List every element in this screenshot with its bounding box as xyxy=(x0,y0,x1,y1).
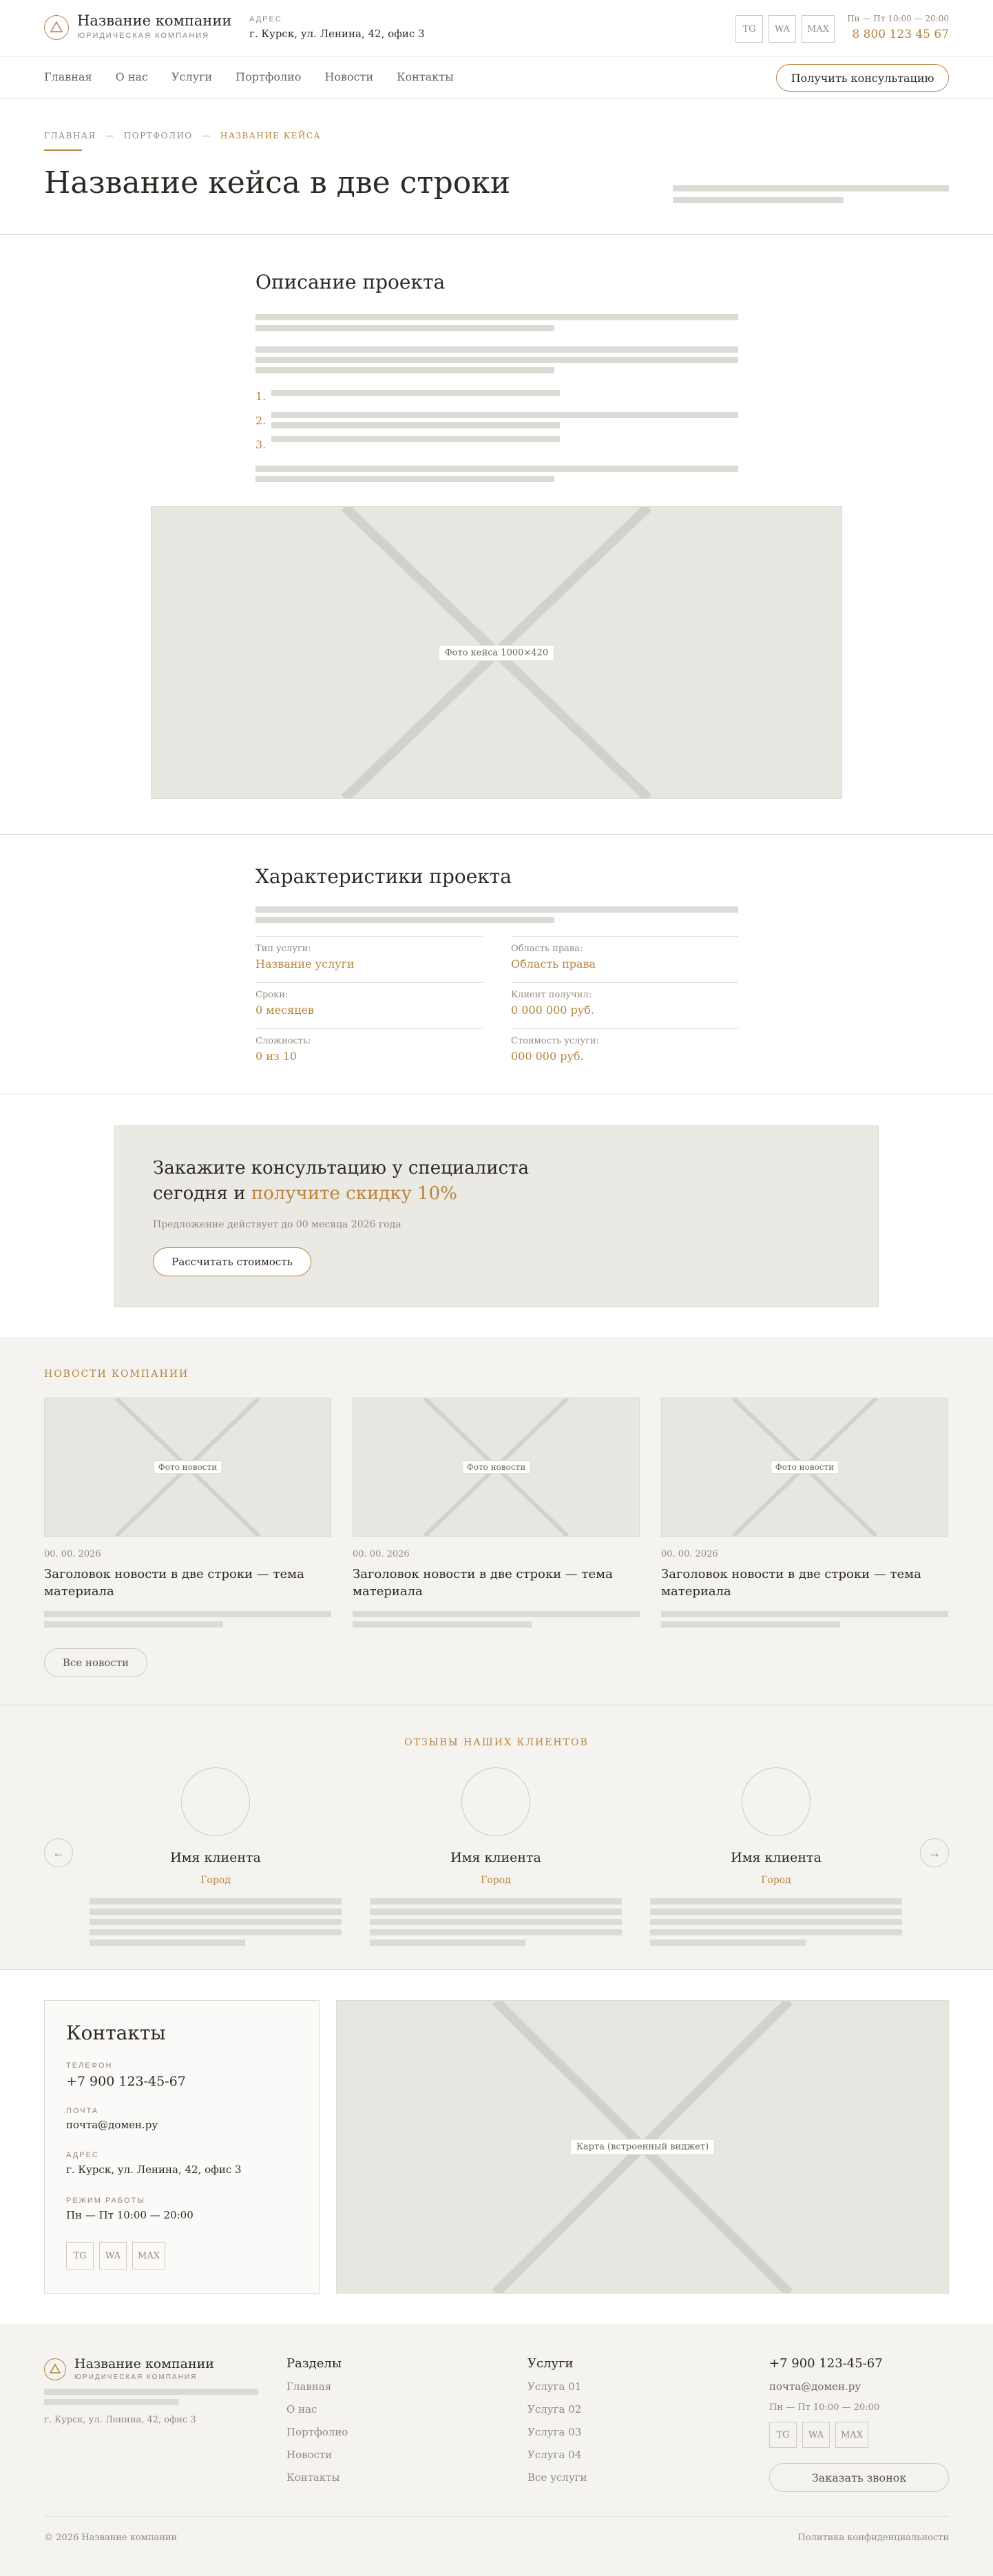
contacts-section xyxy=(0,1970,993,2325)
list-line xyxy=(271,436,560,442)
review-text-line xyxy=(650,1940,806,1946)
news-card[interactable] xyxy=(661,1398,948,1632)
promo-title-line1: Закажите консультацию у специалиста xyxy=(153,1158,530,1178)
footer-phone[interactable]: +7 900 123-45-67 xyxy=(769,2356,883,2371)
calculate-cost-button[interactable]: Рассчитать стоимость xyxy=(153,1247,311,1276)
case-photo-label: Фото кейса 1000×420 xyxy=(439,645,554,661)
news-card[interactable] xyxy=(44,1398,331,1632)
review-text-line xyxy=(90,1898,342,1904)
footer-text-line xyxy=(44,2389,258,2395)
spec-item xyxy=(511,936,738,982)
client-avatar xyxy=(181,1767,250,1836)
spec-label: Клиент получил: xyxy=(511,990,592,1000)
news-date: 00. 00. 2026 xyxy=(661,1549,718,1559)
telegram-button[interactable]: TG xyxy=(769,2422,797,2448)
news-photo xyxy=(44,1398,331,1537)
review-text-line xyxy=(370,1909,622,1915)
news-date: 00. 00. 2026 xyxy=(353,1549,410,1559)
hero-text-line xyxy=(673,197,844,203)
spec-label: Стоимость услуги: xyxy=(511,1036,599,1046)
list-number: 2. xyxy=(255,414,266,427)
all-news-button[interactable]: Все новости xyxy=(44,1648,147,1677)
page-hero xyxy=(0,99,993,235)
spec-value: 0 000 000 руб. xyxy=(511,1004,594,1017)
footer-hours: Пн — Пт 10:00 — 20:00 xyxy=(769,2402,880,2413)
specs-title: Характеристики проекта xyxy=(255,865,512,888)
breadcrumb-current: НАЗВАНИЕ КЕЙСА xyxy=(220,131,322,141)
spec-value: 0 из 10 xyxy=(255,1050,297,1063)
news-photo-label: Фото новости xyxy=(462,1460,530,1474)
spec-label: Сроки: xyxy=(255,990,289,1000)
text-line xyxy=(255,357,738,363)
news-section xyxy=(0,1337,993,1705)
text-line xyxy=(255,325,554,331)
footer-link[interactable]: Все услуги xyxy=(527,2471,587,2484)
footer-mail[interactable]: почта@домен.ру xyxy=(769,2380,861,2393)
reviews-prev-button[interactable] xyxy=(44,1838,73,1867)
contacts-address: г. Курск, ул. Ленина, 42, офис 3 xyxy=(66,2163,242,2176)
text-line xyxy=(255,466,738,472)
contacts-card xyxy=(44,2000,320,2294)
company-name[interactable]: Название компании xyxy=(77,12,232,29)
spec-value: 0 месяцев xyxy=(255,1004,314,1017)
footer-divider xyxy=(44,2516,949,2517)
header-phone[interactable]: 8 800 123 45 67 xyxy=(852,28,949,41)
news-date: 00. 00. 2026 xyxy=(44,1549,101,1559)
nav-item-portfolio[interactable]: Портфолио xyxy=(236,70,302,83)
footer-company-subtitle: ЮРИДИЧЕСКАЯ КОМПАНИЯ xyxy=(74,2374,198,2381)
list-number: 3. xyxy=(255,438,266,451)
spec-label: Сложность: xyxy=(255,1036,311,1046)
review-text-line xyxy=(90,1940,245,1946)
text-line xyxy=(255,917,554,923)
review-text-line xyxy=(650,1929,902,1935)
footer-link[interactable]: О нас xyxy=(286,2403,317,2416)
news-title[interactable]: Заголовок новости в две строки — тема материала xyxy=(353,1567,613,1599)
news-excerpt-line xyxy=(661,1621,840,1628)
contacts-hours: Пн — Пт 10:00 — 20:00 xyxy=(66,2209,194,2221)
whatsapp-button[interactable]: WA xyxy=(769,15,796,43)
spec-item xyxy=(255,982,483,1028)
news-photo xyxy=(661,1398,948,1537)
whatsapp-button[interactable]: WA xyxy=(802,2422,830,2448)
privacy-link[interactable]: Политика конфиденциальности xyxy=(797,2533,949,2543)
reviews-next-button[interactable] xyxy=(920,1838,949,1867)
description-section xyxy=(0,235,993,835)
review-text-line xyxy=(90,1919,342,1925)
news-title[interactable]: Заголовок новости в две строки — тема материала xyxy=(44,1567,304,1599)
text-line xyxy=(255,314,738,320)
text-line xyxy=(255,906,738,913)
telegram-button[interactable]: TG xyxy=(66,2242,94,2269)
phone-label: ТЕЛЕФОН xyxy=(66,2061,113,2070)
site-footer xyxy=(0,2325,993,2576)
list-line xyxy=(271,390,560,396)
news-excerpt-line xyxy=(353,1611,640,1617)
review-text-line xyxy=(650,1909,902,1915)
spec-value: 000 000 руб. xyxy=(511,1050,584,1063)
copyright: © 2026 Название компании xyxy=(44,2533,178,2543)
footer-link[interactable]: Портфолио xyxy=(286,2426,348,2438)
review-text-line xyxy=(370,1919,622,1925)
news-photo xyxy=(353,1398,640,1537)
nav-item-news[interactable]: Новости xyxy=(324,70,374,83)
news-photo-label: Фото новости xyxy=(771,1460,839,1474)
breadcrumb-underline xyxy=(44,149,82,151)
news-section-label: НОВОСТИ КОМПАНИИ xyxy=(44,1369,189,1380)
review-text-line xyxy=(370,1929,622,1935)
footer-address: г. Курск, ул. Ленина, 42, офис 3 xyxy=(44,2415,196,2425)
footer-sections-title: Разделы xyxy=(286,2356,342,2371)
footer-link[interactable]: Услуга 02 xyxy=(527,2403,582,2416)
review-text-line xyxy=(370,1940,525,1946)
nav-item-about[interactable]: О нас xyxy=(115,70,148,83)
reviews-section xyxy=(0,1705,993,1970)
reviews-section-label: ОТЗЫВЫ НАШИХ КЛИЕНТОВ xyxy=(404,1737,589,1748)
promo-discount: получите скидку 10% xyxy=(251,1183,457,1204)
list-line xyxy=(271,422,560,428)
footer-link[interactable]: Главная xyxy=(286,2380,332,2393)
specs-section xyxy=(0,835,993,1094)
client-city: Город xyxy=(761,1875,791,1886)
footer-link[interactable]: Услуга 03 xyxy=(527,2426,582,2438)
nav-item-contacts[interactable]: Контакты xyxy=(397,70,454,83)
map-label: Карта (встроенный виджет) xyxy=(570,2139,715,2155)
news-card[interactable] xyxy=(353,1398,640,1632)
specs-grid xyxy=(255,936,738,1074)
logo-icon[interactable] xyxy=(44,15,69,40)
mail-label: ПОЧТА xyxy=(66,2107,99,2115)
contacts-mail[interactable]: почта@домен.ру xyxy=(66,2119,158,2131)
client-avatar xyxy=(461,1767,530,1836)
company-subtitle: ЮРИДИЧЕСКАЯ КОМПАНИЯ xyxy=(77,32,210,40)
review-text-line xyxy=(90,1909,342,1915)
description-title: Описание проекта xyxy=(255,271,446,293)
breadcrumb-home[interactable]: ГЛАВНАЯ xyxy=(44,131,96,141)
whatsapp-button[interactable]: WA xyxy=(99,2242,127,2269)
telegram-button[interactable]: TG xyxy=(735,15,763,43)
promo-section xyxy=(0,1094,993,1337)
spec-label: Область права: xyxy=(511,944,583,954)
review-card xyxy=(370,1767,622,1946)
max-button[interactable]: MAX xyxy=(132,2242,165,2269)
spec-value: Название услуги xyxy=(255,957,355,970)
address-label: АДРЕС xyxy=(66,2151,99,2159)
list-number: 1. xyxy=(255,390,266,403)
arrow-right-icon: → xyxy=(928,1845,941,1860)
footer-link[interactable]: Услуга 01 xyxy=(527,2380,582,2393)
case-photo xyxy=(151,506,842,799)
spec-item xyxy=(255,1028,483,1074)
review-text-line xyxy=(370,1898,622,1904)
footer-link[interactable]: Контакты xyxy=(286,2471,340,2484)
news-photo-label: Фото новости xyxy=(154,1460,222,1474)
text-line xyxy=(255,476,554,482)
spec-item xyxy=(511,1028,738,1074)
map-widget[interactable] xyxy=(336,2000,949,2294)
breadcrumb-portfolio[interactable]: ПОРТФОЛИО xyxy=(123,131,193,141)
footer-services-title: Услуги xyxy=(527,2356,574,2371)
hero-text-line xyxy=(673,185,949,191)
header-address: г. Курск, ул. Ленина, 42, офис 3 xyxy=(249,28,425,40)
spec-label: Тип услуги: xyxy=(255,944,311,954)
review-text-line xyxy=(90,1929,342,1935)
client-avatar xyxy=(742,1767,811,1836)
text-line xyxy=(255,367,554,373)
footer-logo-icon[interactable] xyxy=(44,2358,66,2380)
news-excerpt-line xyxy=(661,1611,948,1617)
arrow-left-icon: ← xyxy=(52,1845,65,1860)
client-name: Имя клиента xyxy=(170,1850,261,1865)
list-line xyxy=(271,412,738,418)
page-title: Название кейса в две строки xyxy=(44,165,511,200)
promo-note: Предложение действует до 00 месяца 2026 года xyxy=(153,1219,401,1230)
review-card xyxy=(650,1767,902,1946)
news-title[interactable]: Заголовок новости в две строки — тема материала xyxy=(661,1567,921,1599)
footer-text-line xyxy=(44,2399,178,2405)
review-text-line xyxy=(650,1898,902,1904)
text-line xyxy=(255,346,738,353)
nav-item-services[interactable]: Услуги xyxy=(171,70,213,83)
callback-button[interactable]: Заказать звонок xyxy=(769,2463,949,2492)
max-button[interactable]: MAX xyxy=(802,15,835,43)
footer-company-name: Название компании xyxy=(74,2356,214,2371)
news-excerpt-line xyxy=(44,1611,331,1617)
client-name: Имя клиента xyxy=(731,1850,822,1865)
review-text-line xyxy=(650,1919,902,1925)
max-button[interactable]: MAX xyxy=(835,2422,868,2448)
promo-card xyxy=(114,1125,879,1307)
news-excerpt-line xyxy=(353,1621,532,1628)
consultation-button[interactable]: Получить консультацию xyxy=(776,64,949,92)
contacts-title: Контакты xyxy=(66,2022,166,2044)
spec-item xyxy=(511,982,738,1028)
hours-label: РЕЖИМ РАБОТЫ xyxy=(66,2196,146,2205)
promo-title-line2: сегодня и получите скидку 10% xyxy=(153,1183,457,1204)
news-excerpt-line xyxy=(44,1621,223,1628)
footer-link[interactable]: Услуга 04 xyxy=(527,2449,582,2461)
header-hours: Пн — Пт 10:00 — 20:00 xyxy=(847,14,949,23)
spec-value: Область права xyxy=(511,957,596,970)
client-name: Имя клиента xyxy=(450,1850,541,1865)
spec-item xyxy=(255,936,483,982)
review-card xyxy=(90,1767,342,1946)
client-city: Город xyxy=(200,1875,231,1886)
footer-link[interactable]: Новости xyxy=(286,2449,333,2461)
address-label: АДРЕС xyxy=(249,15,282,23)
contacts-phone[interactable]: +7 900 123-45-67 xyxy=(66,2074,186,2089)
breadcrumb: ГЛАВНАЯ — ПОРТФОЛИО — НАЗВАНИЕ КЕЙСА xyxy=(44,131,322,141)
nav-item-home[interactable]: Главная xyxy=(44,70,92,83)
client-city: Город xyxy=(481,1875,511,1886)
site-header xyxy=(0,0,993,99)
main-nav xyxy=(0,56,993,99)
